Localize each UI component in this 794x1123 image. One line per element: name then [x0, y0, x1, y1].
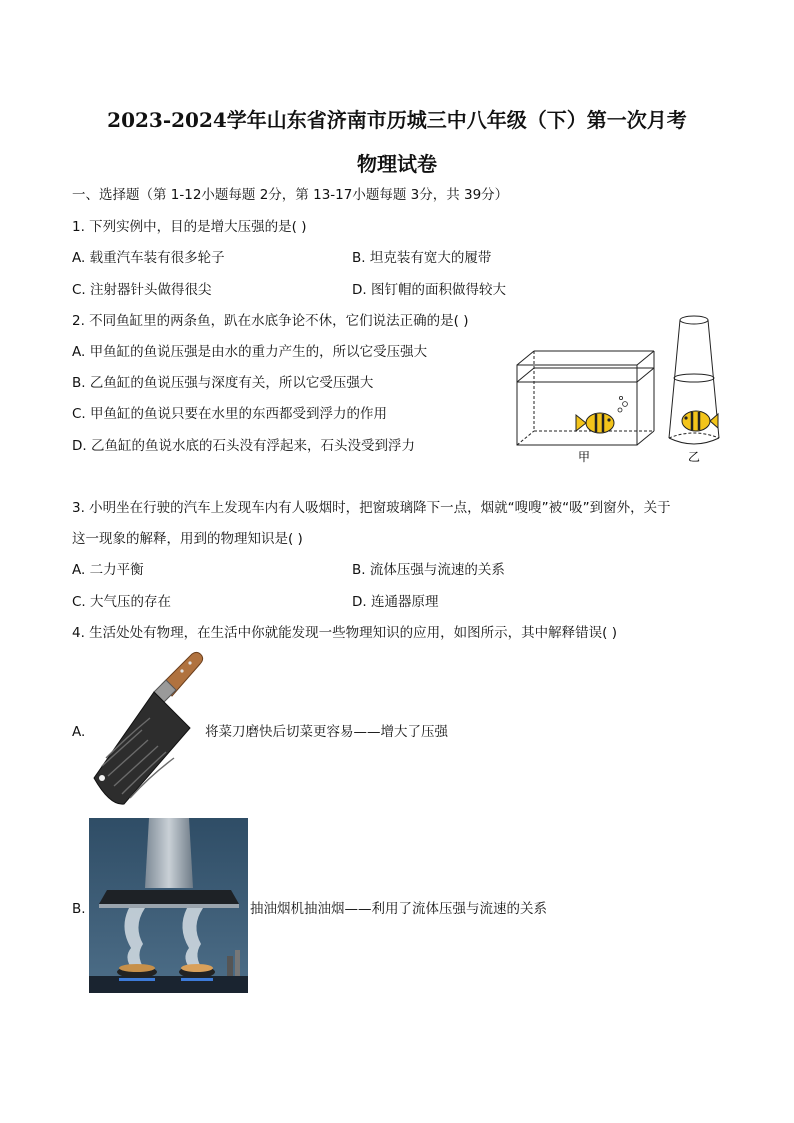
q2-option-d: D. 乙鱼缸的鱼说水底的石头没有浮起来，石头没受到浮力 [72, 438, 415, 454]
fish-tanks-figure [512, 310, 727, 470]
counter [89, 976, 248, 993]
fish-yi [682, 411, 718, 431]
exam-subtitle: 物理试卷 [357, 152, 437, 176]
tank-jia [517, 351, 654, 445]
q3-stem-line2: 这一现象的解释，用到的物理知识是( ) [72, 531, 303, 547]
exam-title: 2023-2024学年山东省济南市历城三中八年级（下）第一次月考 [107, 108, 687, 132]
q3-option-b: B. 流体压强与流速的关系 [352, 562, 505, 578]
section-heading: 一、选择题（第 1-12小题每题 2分，第 13-17小题每题 3分，共 39分） [72, 187, 509, 203]
range-hood-image [89, 818, 248, 993]
q1-option-c: C. 注射器针头做得很尖 [72, 282, 212, 298]
q1-option-d: D. 图钉帽的面积做得较大 [352, 282, 506, 298]
label-yi: 乙 [687, 450, 701, 464]
label-jia: 甲 [577, 450, 591, 464]
q2-option-b: B. 乙鱼缸的鱼说压强与深度有关，所以它受压强大 [72, 375, 374, 391]
hood-chimney [145, 818, 193, 888]
cleaver-knife-image [88, 648, 206, 810]
q2-option-a: A. 甲鱼缸的鱼说压强是由水的重力产生的，所以它受压强大 [72, 344, 428, 360]
q1-stem: 1. 下列实例中，目的是增大压强的是( ) [72, 219, 307, 235]
q2-option-c: C. 甲鱼缸的鱼说只要在水里的东西都受到浮力的作用 [72, 406, 388, 422]
q4-option-a-letter: A. [72, 724, 86, 740]
q4-option-a-text: 将菜刀磨快后切菜更容易——增大了压强 [205, 724, 448, 740]
q1-option-b: B. 坦克装有宽大的履带 [352, 250, 492, 266]
q4-option-b-letter: B. [72, 901, 86, 917]
q3-option-a: A. 二力平衡 [72, 562, 144, 578]
hood-body [99, 890, 239, 904]
q1-option-a: A. 载重汽车装有很多轮子 [72, 250, 225, 266]
q3-stem-line1: 3. 小明坐在行驶的汽车上发现车内有人吸烟时，把窗玻璃降下一点，烟就“嗖嗖”被“吸”到窗外，关于 [72, 500, 671, 516]
q4-stem: 4. 生活处处有物理，在生活中你就能发现一些物理知识的应用，如图所示，其中解释错误( ) [72, 625, 617, 641]
knife-blade [94, 692, 190, 804]
q4-option-b-text: 抽油烟机抽油烟——利用了流体压强与流速的关系 [250, 901, 547, 917]
q2-stem: 2. 不同鱼缸里的两条鱼，趴在水底争论不休，它们说法正确的是( ) [72, 313, 469, 329]
q3-option-c: C. 大气压的存在 [72, 594, 172, 610]
q3-option-d: D. 连通器原理 [352, 594, 439, 610]
fish-jia [576, 396, 627, 433]
